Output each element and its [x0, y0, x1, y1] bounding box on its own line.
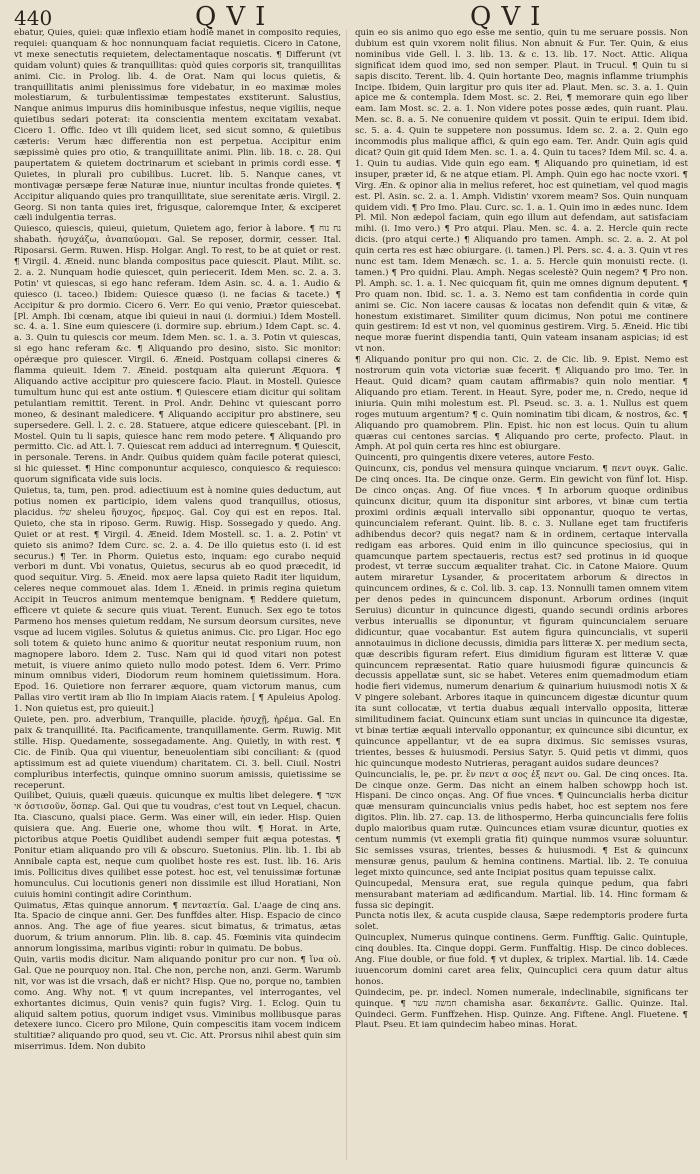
entry-quimatus: Quimatus, Ætas quinque annorum. ¶ πενταετία. Gal. L'aage de cinq ans. Ita. Spacio de cinque anni. Ger. Des funffdes alter. Hisp. Espacio de cinco annos. Ang. The age of fiue yeares. sicut bimatus, & trimatus, ætas duorum, & trium annorum. Plin. lib. 8. cap. 45. Fœminis vita quindecim annorum longissima, maribus viginti: robur in quimatu. De bobus.	[14, 900, 341, 955]
entry-quilibet: Quilibet, Quiuis, quæli quæuis. quicunque ex multis libet delegere. ¶ אשר אי ὁστισοῦν, ὅσπερ. Gal. Qui que tu voudras, c'est tout vn Lequel, chacun. Ita. Ciascuno, qualsi piace. Germ. Was einer will, ein ieder. Hisp. Quien quisiera que. Ang. Euerie one, whome thou wilt. ¶ Horat. in Arte, pictoribus atque Poetis Quidlibet audendi semper fuit æqua potestas. ¶ Ponitur etiam aliquando pro vili & obscuro. Suetonius. Plin. lib. 1. Ibi ab Annibale capta est, neque cum quolibet hoste res est. Iust. lib. 16. Aris imis. Pollicitus dives quilibet esse potest. hoc est, vel tenuissimæ fortunæ homunculus. Cui locutionis generi non dissimile est illud Horatiani, Non cuiuis homini contingit adire Corinthum.	[14, 791, 341, 900]
entry-quin-aliquando: ¶ Aliquando ponitur pro qui non. Cic. 2. de Cic. lib. 9. Epist. Nemo est nostrorum quin vota victoriæ suæ fecerit. ¶ Aliquando pro imo. Ter. in Heaut. Quid dicam? quam cautam affirmabis? quin nolo mentiar. ¶ Aliquando pro etiam. Terent. in Heaut. Syre, poder me, n. Credo, neque id iniuria. Quin mihi molestum est. Pl. Pseud. sc. 3. a. 1. Nullus est quem roges mutuum argentum? ¶ c. Quin nominatim tibi dicam, & nostros, &c. ¶ Aliquando pro quamobrem. Plin. Epist. hic non est locus. Quin tu alium quæras cui centones sarcias. ¶ Aliquando pro certe, profecto. Plaut. in Amph. At pol quin certa res hinc est obiurgare.	[355, 355, 688, 453]
right-column	[355, 28, 688, 1166]
column-divider	[346, 30, 347, 1160]
entry-verse-quote: Puncta notis ilex, & acuta cuspide clausa, Sæpe redemptoris prodere furta solet.	[355, 911, 688, 933]
entry-quies-cont: ebatur, Quies, quiei: quæ inflexio etiam hodie manet in composito requies, requiei: quanquam & hoc nonnunquam faciat requietis. Cicero in Catone, vt mexe senectutis requietem, delectamentaque noscatis. ¶ Differunt (vt quidam volunt) quies & tranquillitas: quòd quies corporis sit, tranquillitas animi. Cic. in Prolog. lib. 4. de Orat. Nam qui locus quietis, & tranquillitatis animi plenissimus fore videbatur, in eo maximæ moles molestiarum, & turbulentissimæ tempestates exstiterunt. Salustius, Nanque animus impurus diis hominibusque infestus, neque vigiliis, neque quietibus sedari poterat: ita conscientia mentem excitatam vexabat. Cicero 1. Offic. Ideo vt illi quidem licet, sed sicut somno, & quietibus cæteris: Verum hæc differentia non est perpetua. Accipitur enim sæpissimè quies pro otio, & tranquillitate animi. Plin. lib. 18. c. 28. Qui paupertatem & quietem doctrinarum et sciebant in primis cordi esse. ¶ Quietes, in plurali pro cubilibus. Lucret. lib. 5. Nanque canes, vt montivagæ persæpe feræ Naturæ inue, niuntur incultas fronde quietes. ¶ Accipitur aliquando quies pro tranquillitate, siue serenitate æris. Virgil. 2. Georg. Si non tanta quies iret, frigusque, caloremque Inter, & exciperet cæli indulgentia terras.	[14, 28, 341, 224]
page-number: 440	[14, 6, 53, 30]
left-column	[14, 28, 341, 1166]
running-head-left: QVI	[195, 2, 276, 32]
entry-quietus: Quietus, ta, tum, pen. prod. adiectiuum est à nomine quies deductum, aut potius nomen ex participio, idem valens quod tranquillus, otiosus, placidus. שלו sheleu ἥσυχος, ἤρεμος. Gal. Coy qui est en repos. Ital. Quieto, che sta in riposo. Germ. Ruwig. Hisp. Sossegado y quedo. Ang. Quiet or at rest. ¶ Virgil. 4. Æneid. Idem Mostell. sc. 1. a. 2. Potin' vt quieto sis animo? Idem Curc. sc. 2. a. 4. De illo quietus esto (i. id est securus.) ¶ Ter. in Phorm. Quietus esto, inquam: ego curabo nequid verbori m dunt. Vbi vonatus, Quietus, securus ab eo quod præcedit, id quod sequitur. Virg. 5. Æneid. mox aere lapsa quieto Radit iter liquidum, celeres neque commouet alas. Idem 1. Æneid. in primis regina quietum Accipit in Teucros animum mentemque benignam. ¶ Reddere quietum, efficere vt quiete & secure quis viuat. Terent. Eunuch. Sex ego te totos Parmeno hos menses quietum reddam, Ne sursum deorsum cursites, neve vsque ad lucem vigiles. Solutus & quietus animus. Cic. pro Ligar. Hoc ego soli totem & quieto hunc animo & quoritur neutat responium ruum, non magnopere laboro. Idem 2. Tusc. Nam qui id quod vitari non potest metuit, is viuere animo quieto nullo modo potest. Idem 6. Verr. Primo minum omnibus videri, Diodorum reum hominem quietissimum. Hora. Epod. 16. Quietiore non ferrarer æquore, quam victorum manus, cum Pallas viro vertit iram ab Ilio In impiam Aiacis ratem. [ ¶ Apuleius Apolog. 1. Non quietus est, pro quieuit.]	[14, 486, 341, 715]
entry-quiete: Quiete, pen. pro. adverbium, Tranquille, placide. ἡσυχῇ, ἠρέμα. Gal. En paix & tranquillité. Ita. Pacificamente, tranquillamente. Germ. Ruwig. Mit stille. Hisp. Quedamente, sossegadamente. Ang. Quietly, in with rest. ¶ Cic. de Finib. Qua qui viuentur, beneuolentiam sibi conciliant: & (quod aptissimum est ad quiete viuendum) charitatem. Ci. 3. bell. Ciuil. Nostri compluribus interfectis, quinque omnino suorum amissis, quietissime se receperunt.	[14, 715, 341, 791]
entry-quincenti: Quincenti, pro quingentis dixere veteres, autore Festo.	[355, 453, 595, 464]
entry-quincupedal: Quincupedal, Mensura erat, sue regula quinque pedum, qua fabri mensurabant materiam ad ædificandum. Martial. lib. 14. Hinc formam & fussa sic depingit.	[355, 878, 688, 911]
running-head-right: QVI	[470, 2, 551, 32]
entry-quincunx: Quincunx, cis, pondus vel mensura quinque vnciarum. ¶ πεντ ουγκ. Galic. De cinq onces. Ita. De cinque onze. Germ. Ein gewicht von fünf lot. Hisp. De cinco onças. Ang. Of fiue vnces. ¶ In arborum quoque ordinibus quincunx dicitur, quum ita disponitur sint arbores, vt binæ cum tertia proximi ordinis æquali intervallo sibi opponantur, quoquo te vertas, quincuncialem referant. Quint. lib. 8. c. 3. Nullane eget tam fructiferis adhibendus decor? quis negat? nam & in ordinem, certaque intervalla redigam eas arbores. Quid enim in illo quincunce speciosius, qui in quamcunque partem spectaueris, rectus est? sed protinus in id quoque prodest, vt terræ succum æqualiter trahat. Cic. in Catone Maiore. Quum autem miraretur Lysander, & proceritatem arborum & directos in quincuncem ordines, & c. Col. lib. 3. cap. 13. Nonnulli tamen omnem vitem per denos pedes in quincuncem disponunt. Arborum ordines (inquit Seruius) dicuntur in quincunce digesti, quando secundi ordinis arbores verbus interuallis se diponuntur, vt figuram quincuncialem seruare didicuntur, quae vocabantur. Est autem figura quincuncialis, vt superii annotauimus in diclione decussis, dimidia pars litteræ X. per medium secta, quæ describis figuram refert. Eius dimidium figuram est litteræ V. quæ quincuncem repræsentat. Ratio quare huiusmodi figuræ quincuncis & decussis appellatæ sunt, sic se habet. Veteres enim quemadmodum etiam hodie fieri videmus, numerum denarium & quinarium huiusmodi notis X & V pingere solebant. Arbores itaque in quincuncem digestæ dicuntur quum ita sunt collocatæ, vt tertia duabus æquali intervallo opposita, litteræ similitudinem faciat. Quincunx etiam sunt uncias in quincunce ita digestæ, vt binæ tertiæ æquali intervallo opponantur, ex quincunce sibi dicuntur, ex quincunce appellantur, vt de ea supra diximus. Sic semisses vsuras, trientes, besses & huiusmodi. Persius Satyr. 5. Quid petis vt dimmi, quos hic quincunque modesto Nutrieras, peragant auidos sudare deunces?	[355, 464, 688, 769]
entry-quincuncialis: Quincuncialis, le, pe. pr. ἕν πεντ α σος ἐξ πεντ ου. Gal. De cinq onces. Ita. De cinque onze. Germ. Das nicht an einem halben schowpp hoch ist. Hispani. De cinco onças. Ang. Of fiue vnces. ¶ Quincuncialis herba dicitur quæ mensuram quincuncialis vnius pedis habet, hoc est septem nos fere digitos. Plin. lib. 27. cap. 13. de lithospermo, Herba quincuncialis fere foliis duplo maioribus quam rutæ. Quincunces etiam vsuræ dicuntur, quoties ex centum nummis (vt exempli gratia fit) quinque nummos vsuræ soluuntur. Sic semisses vsuras, trientes, besses & huiusmodi. ¶ Est & quincunx mensuræ genus, paulum & hemina continens. Martial. lib. 2. Te conuiua leget mixto quincunce, sed ante Incipiat positus quam tepuisse calix.	[355, 769, 688, 878]
entry-quin: Quin, variis modis dicitur. Nam aliquando ponitur pro cur non. ¶ ἵνα οὐ. Gal. Que ne pourquoy non. Ital. Che non, perche non, anzi. Germ. Warumb nit, vor was ist die vrsach, daß er nicht? Hisp. Que no, porque no, tambien como. Ang. Why not. ¶ vt quum increpantes, vel interrogantes, vel exhortantes dicimus, Quin venis? quin fugis? Virg. 1. Eclog. Quin tu aliquid saltem potius, quorum indiget vsus. Viminibus mollibusque paras detexere iunco. Cicero pro Milone, Quin compescitis itam vocem indicem stultitiæ? aliquando pro quod, seu vt. Cic. Att. Prorsus nihil abest quin sim miserrimus. Idem. Non dubito	[14, 955, 341, 1053]
entry-quin-cont: quin eo sis animo quo ego esse me sentio, quin tu me seruare possis. Non dubium est quin vxorem nolit filius. Non abnuit & Fur. Ter. Quin, & eius nominibus vide Gell. l. 3. lib. 13. & c. 13. lib. 17. Noct. Attic. Aliqua significat idem quod imo, sed non semper. Plaut. in Trucul. ¶ Quin tu si sapis discito. Terent. lib. 4. Quin hortante Deo, magnis inflamme triumphis Incipe. Ibidem, Quin largitur pro quis iter ad. Plaut. Men. sc. 3. a. 1. Quin apice me & contempla. Idem Most. sc. 2. Rei, ¶ memorare quin ego liber eam. Iam Most. sc. 2. a. 1. Non videre potes posse ædes, quin ruant. Plau. Men. sc. 8. a. 5. Ne conuenire quidem vt possit. Quin te eripui. Idem ibid. sc. 5. a. 4. Quin te suppetere non possumus. Idem sc. 2. a. 2. Quin ego incommodis plus malique affici, & quin ego eam. Ter. Andr. Quin agis quid dicat? Quin git quid Idem Men. sc. 1. a. 4. Quin tu taces? Idem Mil. sc. 4. a. 1. Quin tu audias. Vide quin ego eam. ¶ Aliquando pro quinetiam, id est insuper, præter id, & ne atque etiam. Pl. Amph. Quin ego hac nocte vxori. ¶ Virg. Æn. & opinor alia in melius referet, hoc est quinetiam, vel quod magis est. Pl. Asin. sc. 2. a. 1. Amph. Vidistin' vxorem meam? Sos. Quin nunquam quidem vidi. ¶ Pro Imo. Plau. Curc. sc. 1. a. 1. Quin imo in ædes nunc. Idem Pl. Mil. Non ædepol faciam, quin ego illum aut defendam, aut satisfaciam mihi. (i. Imo vero.) ¶ Pro atqui. Plau. Men. sc. 4. a. 2. Hercle quin recte dicis. (pro atqui certe.) ¶ Aliquando pro tamen. Amph. sc. 2. a. 2. At pol quin certa res est hæc obiurgare. (i. tamen.) Pl. Pers. sc. 4. a. 3. Quin vt res nunc est tam. Idem Menæch. sc. 1. a. 5. Hercle quin monuisti recte. (i. tamen.) ¶ Pro quidni. Plau. Amph. Negas scelestè? Quin negem? ¶ Pro non. Pl. Amph. sc. 1. a. 1. Nec quicquam fit, quin me omnes dignum deputent. ¶ Pro quam non. Ibid. sc. 1. a. 3. Nemo est tam confidentia in corde quin animi se. Cic. Non iacere causas & locatas non defendit quin & vitæ, & honestum existimaret. Similiter quum dicimus, Non potui me continere quin gestirem: Id est vt non, vel quominus gestirem. Virg. 5. Æneid. Hic tibi neque moræ fuerint dispendia tanti, Quin vateam insanam aspicias; id est vt non.	[355, 28, 688, 355]
entry-quincuplex: Quincuplex, Numerus quinque continens. Germ. Funfftig. Galic. Quintuple, cinq doubles. Ita. Cinque doppi. Germ. Funffaltig. Hisp. De cinco dobleces. Ang. Fiue double, or fiue fold. ¶ vt duplex, & triplex. Martial. lib. 14. Cæde iuuencorum domini caret area felix, Quincuplici cera quum datur altus honos.	[355, 933, 688, 987]
entry-quiesco: Quiesco, quiescis, quieui, quietum, Quietem ago, ferior à labore. ¶ נח נוח shabath. ἡσυχάζω, ἀναπαύομαι. Gal. Se reposer, dormir, cesser. Ital. Riposarsi. Germ. Ruwen. Hisp. Holgar. Angl. To rest, to be at quiet or rest. ¶ Virgil. 4. Æneid. nunc blanda compositus pace quiescit. Plaut. Milit. sc. 2. a. 2. Nunquam hodie quiescet, quin periecerit. Idem Men. sc. 2. a. 3. Potin' vt quiescas, si ego hanc referam. Idem Asin. sc. 4. a. 1. Audio & quiesco (i. taceo.) Ibidem: Quiesce quæso (i. ne facias & tacete.) ¶ Accipitur & pro dormio. Cicero 6. Verr. Eo qui venio, Prætor quiescebat. [Pl. Amph. Ibi cœnam, atque ibi quieui in naui (i. dormiui.) Idem Mostell. sc. 4. a. 1. Sine eum quiescere (i. dormire sup. ebrium.) Idem Capt. sc. 4. a. 3. Quin tu quiescis cor meum. Idem Men. sc. 1. a. 3. Potin vt quiescas, si ego hanc referam &c. ¶ Aliquando pro desino, sisto. Sic monitor: opéræque pro quiescer. Virgil. 6. Æneid. Postquam collapsi cineres & flamma quieuit. Idem 7. Æneid. postquam alta quierunt Æquora. ¶ Aliquando active accipitur pro quiescere facio. Plaut. in Mostell. Quiesce tumultum hunc qui est ante ostium. ¶ Quiescere etiam dicitur qui solitam petulantiam remittit. Terent. in Prol. Andr. Dehinc vt quiescant porro moneo, & desinant maledicere. ¶ Aliquando accipitur pro abstinere, seu supersedere. Gell. l. 2. c. 28. Statuere, atque edicere quiescebant. [Pl. in Mostel. Quin tu li sapis, quiesce hanc rem modo petere. ¶ Aliquando pro permitto. Cic. ad Att. l. 7. Quiescat rem adduci ad interregnum. ¶ Quiescit, in personale. Terens. in Andr. Quibus quidem quàm facile poterat quiesci, si hic quiesset. ¶ Hinc componuntur acquiesco, conquiesco & requiesco: quorum significata vide suis locis.	[14, 224, 341, 486]
entry-quindecim: Quindecim, pe. pr. indecl. Nomen numerale, indeclinabile, significans ter quinque. ¶ חמשה עשר chamisha asar. δεκαπέντε. Gallic. Quinze. Ital. Quindeci. Germ. Funffzehen. Hisp. Quinze. Ang. Fiftene. Angl. Fiuetene. ¶ Plaut. Pseu. Et iam quindecim habeo minas. Horat.	[355, 987, 688, 1031]
